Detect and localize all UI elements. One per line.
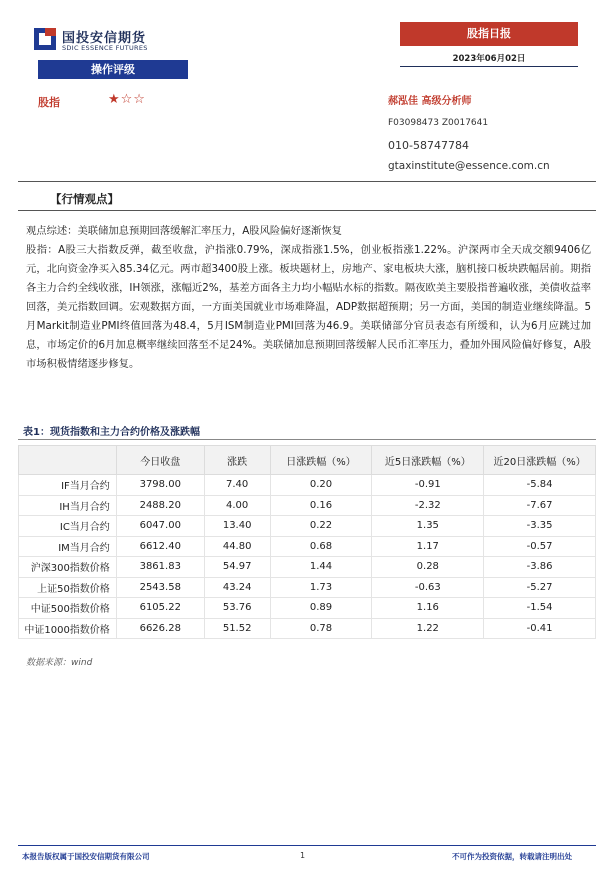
- table-cell: 0.22: [270, 516, 372, 537]
- table-row: [19, 536, 596, 557]
- table-cell: 6612.40: [116, 536, 204, 557]
- table-row: [19, 598, 596, 619]
- company-logo-icon: [34, 28, 56, 50]
- table-cell: -3.35: [484, 516, 596, 537]
- analyst-name: 郝泓佳 高级分析师: [388, 96, 472, 107]
- section-divider: [18, 210, 596, 211]
- commentary-summary: 观点综述：美联储加息预期回落缓解汇率压力，A股风险偏好逐渐恢复: [26, 225, 342, 237]
- table-header-cell: 近20日涨跌幅（%）: [484, 446, 596, 475]
- table-cell: 1.73: [270, 577, 372, 598]
- table-cell: 0.89: [270, 598, 372, 619]
- table-cell: -0.57: [484, 536, 596, 557]
- table-row: [19, 495, 596, 516]
- table-cell: 1.16: [372, 598, 484, 619]
- table-cell: 51.52: [204, 618, 270, 639]
- table-cell: 3798.00: [116, 475, 204, 496]
- table-cell: 54.97: [204, 557, 270, 578]
- operation-rating-banner: 操作评级: [38, 60, 188, 79]
- analyst-email[interactable]: gtaxinstitute@essence.com.cn: [388, 160, 550, 172]
- table-cell: 6047.00: [116, 516, 204, 537]
- table-header-row: [19, 446, 596, 475]
- report-date: 2023年06月02日: [452, 54, 526, 64]
- table-cell: -5.84: [484, 475, 596, 496]
- table-cell: -7.67: [484, 495, 596, 516]
- table-row: [19, 557, 596, 578]
- analyst-license: F03098473 Z0017641: [388, 118, 489, 128]
- table-cell: 1.44: [270, 557, 372, 578]
- table-cell: 53.76: [204, 598, 270, 619]
- table-row: [19, 475, 596, 496]
- table-cell: 7.40: [204, 475, 270, 496]
- table-cell: 上证50指数价格: [19, 577, 117, 598]
- table-cell: 6626.28: [116, 618, 204, 639]
- table-row: [19, 577, 596, 598]
- table-cell: -5.27: [484, 577, 596, 598]
- table-cell: 13.40: [204, 516, 270, 537]
- table-cell: 中证1000指数价格: [19, 618, 117, 639]
- table-cell: -0.41: [484, 618, 596, 639]
- table-cell: 0.16: [270, 495, 372, 516]
- table-cell: 6105.22: [116, 598, 204, 619]
- table-cell: -1.54: [484, 598, 596, 619]
- table-cell: 0.78: [270, 618, 372, 639]
- table-cell: 中证500指数价格: [19, 598, 117, 619]
- table-cell: 1.17: [372, 536, 484, 557]
- commentary-body: 股指：A股三大指数反弹，截至收盘，沪指涨0.79%，深成指涨1.5%，创业板指涨1.22%。沪深两市全天成交额9406亿元，北向资金净买入85.34亿元。两市超3400股上涨。板块题材上，房地产、家电板块大涨，脑机接口板块跌幅居前。期指各主力合约全线收涨，IH领涨，涨幅近2%，基差方面各主力均小幅贴水标的指数。隔夜欧美主要股指普遍收涨，美债收益率回落，美元指数回调。宏观数据方面，一方面美国就业市场难降温，ADP数据超预期；另一方面，美国的制造业继续降温。5月Markit制造业PMI终值回落为48.4，5月ISM制造业PMI回落为46.9。美联储部分官员表态有所缓和，认为6月应跳过加息，市场定价的6月加息概率继续回落至不足24%。美联储加息预期回落缓解人民币汇率压力，叠加外围风险偏好修复，A股市场积极情绪逐步修复。: [26, 244, 591, 370]
- table-cell: IC当月合约: [19, 516, 117, 537]
- table-header-cell: 日涨跌幅（%）: [270, 446, 372, 475]
- table-cell: IH当月合约: [19, 495, 117, 516]
- table-cell: -0.63: [372, 577, 484, 598]
- table-cell: 43.24: [204, 577, 270, 598]
- brand-name-cn: 国投安信期货: [62, 31, 147, 46]
- rating-stars-icon: ★☆☆: [108, 92, 146, 107]
- table-header-cell: [19, 446, 117, 475]
- table-cell: -0.91: [372, 475, 484, 496]
- table-cell: 44.80: [204, 536, 270, 557]
- footer-disclaimer: 不可作为投资依据，转载请注明出处: [452, 852, 572, 861]
- table-header-cell: 今日收盘: [116, 446, 204, 475]
- index-name: 股指: [38, 96, 60, 109]
- price-table: [18, 445, 596, 639]
- section-title: 【行情观点】: [50, 192, 119, 206]
- table-cell: 3861.83: [116, 557, 204, 578]
- table-title-divider: [18, 439, 596, 440]
- table-cell: 0.68: [270, 536, 372, 557]
- data-source: 数据来源：wind: [26, 658, 93, 668]
- table-cell: 沪深300指数价格: [19, 557, 117, 578]
- table-cell: 2488.20: [116, 495, 204, 516]
- header-divider: [400, 66, 578, 67]
- table-cell: 1.35: [372, 516, 484, 537]
- footer-divider: [18, 845, 596, 846]
- commentary: [26, 222, 591, 374]
- table-row: [19, 618, 596, 639]
- page-number: 1: [300, 851, 306, 860]
- table-cell: IM当月合约: [19, 536, 117, 557]
- table-header-cell: 涨跌: [204, 446, 270, 475]
- table-cell: 0.20: [270, 475, 372, 496]
- report-type-banner: 股指日报: [400, 22, 578, 46]
- table-header-cell: 近5日涨跌幅（%）: [372, 446, 484, 475]
- table-cell: 2543.58: [116, 577, 204, 598]
- top-divider: [18, 181, 596, 182]
- table-cell: 0.28: [372, 557, 484, 578]
- analyst-phone: 010-58747784: [388, 139, 469, 152]
- footer-copyright: 本报告版权属于国投安信期货有限公司: [22, 852, 150, 861]
- table-row: [19, 516, 596, 537]
- table-cell: -3.86: [484, 557, 596, 578]
- table-cell: 1.22: [372, 618, 484, 639]
- table-cell: IF当月合约: [19, 475, 117, 496]
- table-title: 表1：现货指数和主力合约价格及涨跌幅: [23, 427, 200, 438]
- table-cell: 4.00: [204, 495, 270, 516]
- table-cell: -2.32: [372, 495, 484, 516]
- brand-name-en: SDIC ESSENCE FUTURES: [62, 44, 148, 52]
